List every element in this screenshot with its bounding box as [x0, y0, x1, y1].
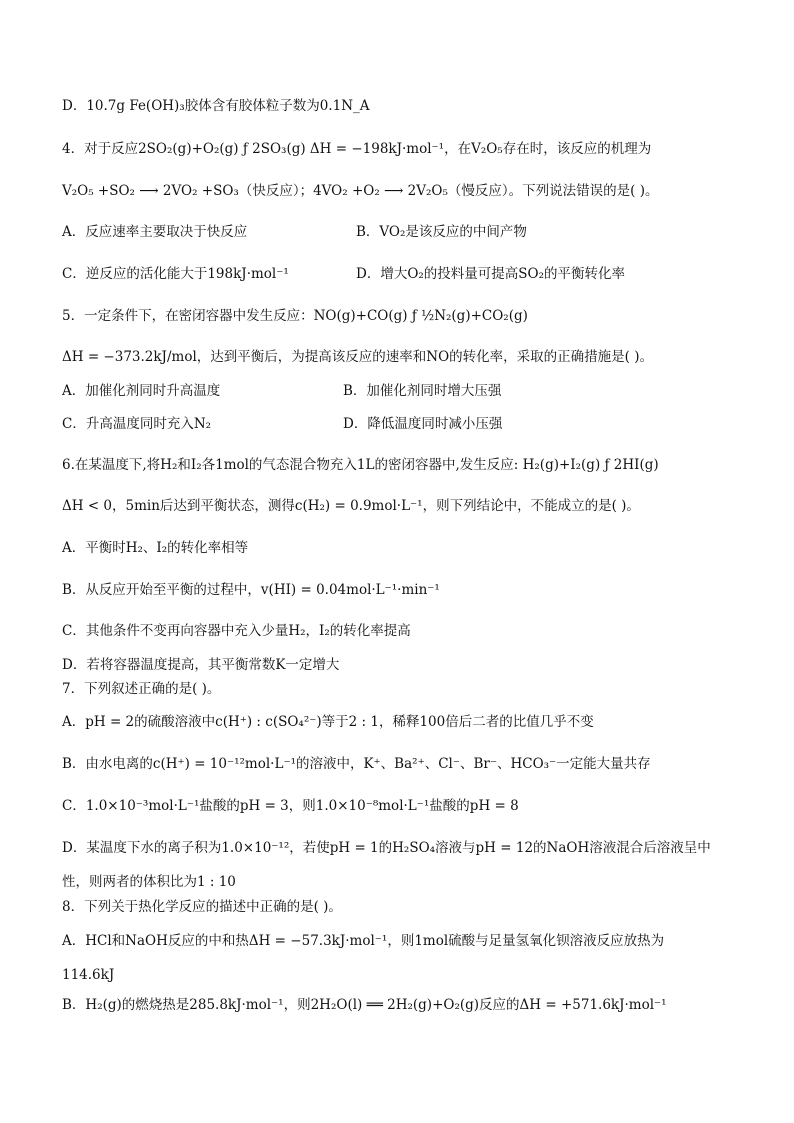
- q7-option-d: D．某温度下水的离子积为1.0×10⁻¹²，若使pH = 1的H₂SO₄溶液与pH = 12的NaOH溶液混合后溶液呈中: [62, 840, 711, 856]
- q4-option-c: C．逆反应的活化能大于198kJ·mol⁻¹: [62, 266, 289, 282]
- q6-option-b: B．从反应开始至平衡的过程中，v(HI) = 0.04mol·L⁻¹·min⁻¹: [62, 582, 440, 598]
- q6-stem-cont: ΔH < 0，5min后达到平衡状态，测得c(H₂) = 0.9mol·L⁻¹，则下列结论中，不能成立的是( )。: [62, 498, 640, 514]
- q5-stem: 5．一定条件下，在密闭容器中发生反应：NO(g)+CO(g) ƒ ½N₂(g)+CO₂(g): [62, 308, 528, 324]
- q5-option-c: C．升高温度同时充入N₂: [62, 416, 212, 432]
- q4-option-d: D．增大O₂的投料量可提高SO₂的平衡转化率: [356, 266, 626, 282]
- q4-option-b: B．VO₂是该反应的中间产物: [356, 224, 527, 240]
- q6-option-d: D．若将容器温度提高，其平衡常数K一定增大: [62, 657, 340, 673]
- q6-option-c: C．其他条件不变再向容器中充入少量H₂，I₂的转化率提高: [62, 623, 411, 639]
- q5-option-b: B．加催化剂同时增大压强: [343, 383, 502, 399]
- q7-option-d-cont: 性，则两者的体积比为1 : 10: [62, 874, 236, 890]
- q3-option-d: D．10.7g Fe(OH)₃胶体含有胶体粒子数为0.1N_A: [62, 98, 370, 114]
- q6-stem: 6.在某温度下,将H₂和I₂各1mol的气态混合物充入1L的密闭容器中,发生反应: H₂(g)+I₂(g) ƒ 2HI(g): [62, 457, 659, 473]
- q4-mechanism: V₂O₅ +SO₂ ⟶ 2VO₂ +SO₃（快反应）；4VO₂ +O₂ ⟶ 2V₂O₅（慢反应）。下列说法错误的是( )。: [62, 183, 659, 199]
- q6-option-a: A．平衡时H₂、I₂的转化率相等: [62, 540, 249, 556]
- q7-stem: 7．下列叙述正确的是( )。: [62, 681, 221, 697]
- q4-stem: 4．对于反应2SO₂(g)+O₂(g) ƒ 2SO₃(g) ΔH = −198kJ·mol⁻¹，在V₂O₅存在时，该反应的机理为: [62, 141, 652, 157]
- q8-option-a: A．HCl和NaOH反应的中和热ΔH = −57.3kJ·mol⁻¹，则1mol硫酸与足量氢氧化钡溶液反应放热为: [62, 933, 665, 949]
- q8-option-a-cont: 114.6kJ: [62, 967, 115, 983]
- q7-option-b: B．由水电离的c(H⁺) = 10⁻¹²mol·L⁻¹的溶液中，K⁺、Ba²⁺、Cl⁻、Br⁻、HCO₃⁻一定能大量共存: [62, 756, 651, 772]
- q8-stem: 8．下列关于热化学反应的描述中正确的是( )。: [62, 899, 342, 915]
- q8-option-b: B．H₂(g)的燃烧热是285.8kJ·mol⁻¹，则2H₂O(l) ══ 2H₂(g)+O₂(g)反应的ΔH = +571.6kJ·mol⁻¹: [62, 997, 667, 1013]
- q7-option-c: C．1.0×10⁻³mol·L⁻¹盐酸的pH = 3，则1.0×10⁻⁸mol·L⁻¹盐酸的pH = 8: [62, 798, 519, 814]
- q4-option-a: A．反应速率主要取决于快反应: [62, 224, 248, 240]
- q5-stem-cont: ΔH = −373.2kJ/mol，达到平衡后，为提高该反应的速率和NO的转化率，采取的正确措施是( )。: [62, 349, 653, 365]
- q5-option-a: A．加催化剂同时升高温度: [62, 383, 221, 399]
- q7-option-a: A．pH = 2的硫酸溶液中c(H⁺) : c(SO₄²⁻)等于2 : 1，稀释100倍后二者的比值几乎不变: [62, 714, 594, 730]
- q5-option-d: D．降低温度同时减小压强: [343, 416, 503, 432]
